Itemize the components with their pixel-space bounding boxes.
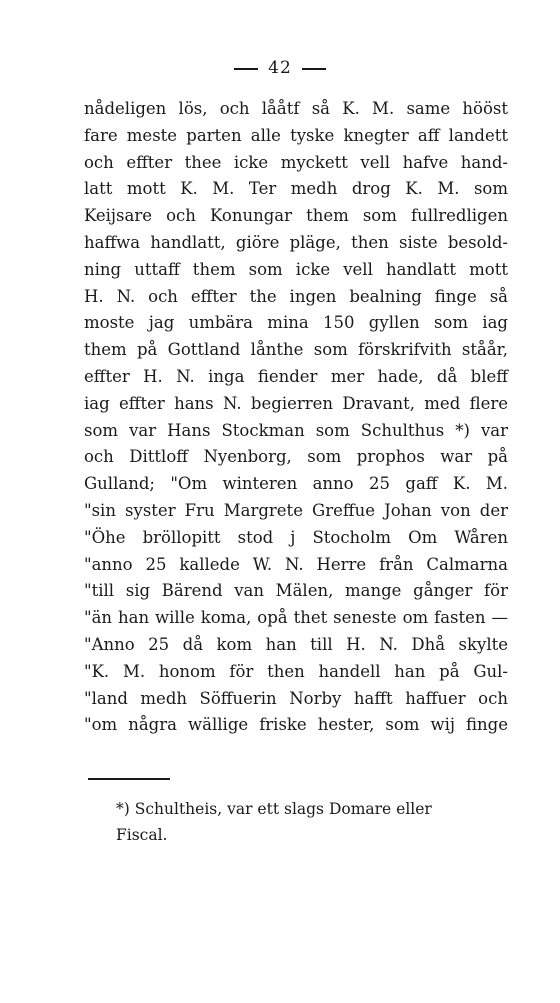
page-header <box>0 58 560 78</box>
body-text <box>84 96 508 739</box>
footnote-rule <box>88 778 170 780</box>
header-dash-right <box>302 68 326 70</box>
header-dash-left <box>234 68 258 70</box>
text-line: "sin syster Fru Margrete Greffue Johan von der <box>84 500 508 520</box>
text-line: H. N. och effter the ingen bealning finge så <box>84 286 508 306</box>
text-line: latt mott K. M. Ter medh drog K. M. som <box>84 179 508 199</box>
footnote-line: Fiscal. <box>116 826 168 844</box>
text-line: "Öhe bröllopitt stod j Stocholm Om Wåren <box>84 527 508 547</box>
page-number: 42 <box>268 58 292 78</box>
text-line: "land medh Söffuerin Norby hafft haffuer och <box>84 688 508 708</box>
text-line: Gulland; "Om winteren anno 25 gaff K. M. <box>84 474 508 494</box>
text-line: fare meste parten alle tyske knegter aff landett <box>84 125 508 145</box>
text-line: "än han wille koma, opå thet seneste om fasten — <box>84 608 508 628</box>
text-line: them på Gottland lånthe som förskrifvith ståår, <box>84 340 508 360</box>
text-line: ning uttaff them som icke vell handlatt mott <box>84 259 508 279</box>
footnote <box>116 796 516 848</box>
text-line: "om några wällige friske hester, som wij finge <box>84 715 508 735</box>
text-line: effter H. N. inga fiender mer hade, då bleff <box>84 366 508 386</box>
text-line: Keijsare och Konungar them som fullredligen <box>84 206 508 226</box>
text-line: iag effter hans N. begierren Dravant, med flere <box>84 393 508 413</box>
text-line: moste jag umbära mina 150 gyllen som iag <box>84 313 508 333</box>
text-line: och Dittloff Nyenborg, som prophos war på <box>84 447 508 467</box>
text-line: haffwa handlatt, giöre pläge, then siste besold- <box>84 232 508 252</box>
text-line: "K. M. honom för then handell han på Gul- <box>84 661 508 681</box>
text-line: "till sig Bärend van Mälen, mange gånger för <box>84 581 508 601</box>
text-line: "Anno 25 då kom han till H. N. Dhå skylte <box>84 634 508 654</box>
text-line: och effter thee icke myckett vell hafve hand- <box>84 152 508 172</box>
footnote-line: *) Schultheis, var ett slags Domare eller <box>116 800 432 818</box>
text-line: som var Hans Stockman som Schulthus *) var <box>84 420 508 440</box>
text-line: "anno 25 kallede W. N. Herre från Calmarna <box>84 554 508 574</box>
text-line: nådeligen lös, och lååtf så K. M. same hööst <box>84 99 508 118</box>
